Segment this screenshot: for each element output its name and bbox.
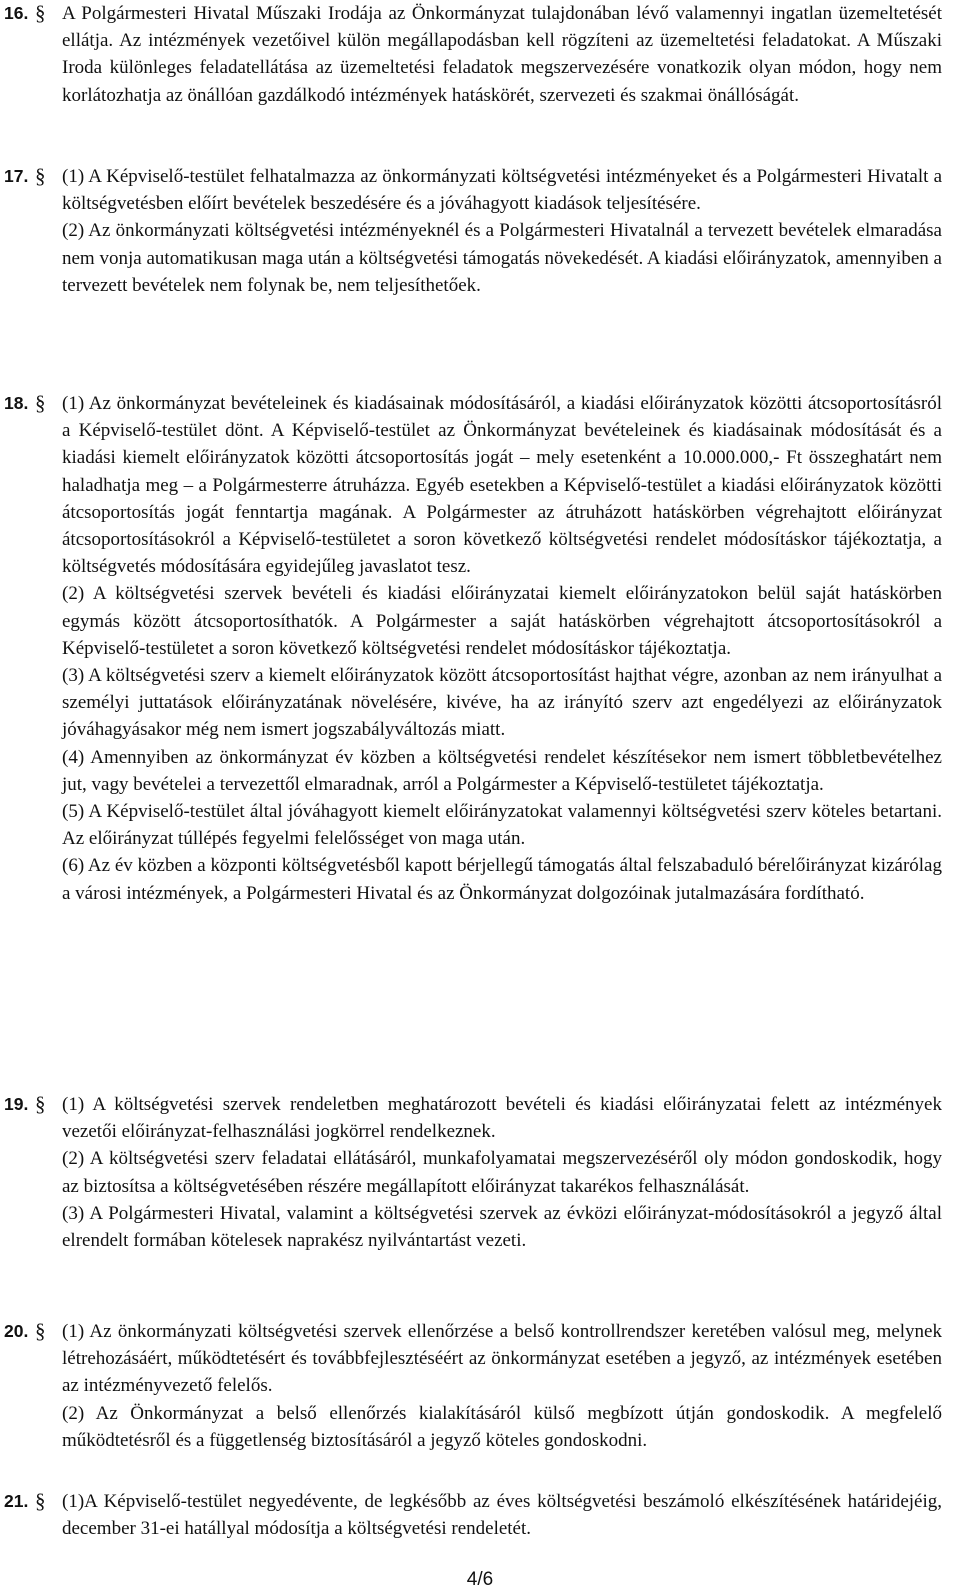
paragraph: (2) A költségvetési szervek bevételi és kiadási előirányzatai kiemelt előirányzatokon belül saját hatáskörben egymás között átcsoportosíthatók. A Polgármester a saját hatáskörben végrehajtott átcsoportosításokról a Képviselő-testületet a soron következő költségvetési rendelet módosításkor tájékoztatja.: [62, 583, 942, 659]
section-number: 21.: [4, 1491, 29, 1511]
paragraph: (1) A Képviselő-testület felhatalmazza az önkormányzati költségvetési intézményeket és a Polgármesteri Hivatalt a költségvetésben előírt bevételek beszedésére és a jóváhagyott kiadások teljesítésére.: [62, 166, 942, 215]
section-18: [0, 390, 960, 907]
section-number: 20.: [4, 1321, 29, 1341]
paragraph: (1) A költségvetési szervek rendeletben meghatározott bevételi és kiadási előirányzatai felett az intézmények vezetői előirányzat-felhasználási jogkörrel rendelkeznek.: [62, 1094, 942, 1143]
section-21: [0, 1488, 960, 1542]
section-number: 17.: [4, 166, 29, 186]
section-20: [0, 1318, 960, 1454]
paragraph: (2) Az önkormányzati költségvetési intézményeknél és a Polgármesteri Hivatalnál a tervezett bevételek elmaradása nem vonja automatikusan maga után a költségvetési támogatás növekedését. A kiadási előirányzatok, amennyiben a tervezett bevételek nem folynak be, nem teljesíthetőek.: [62, 220, 942, 296]
paragraph: (3) A Polgármesteri Hivatal, valamint a költségvetési szervek az évközi előirányzat-módosításokról a jegyző által elrendelt formában kötelesek naprakész nyilvántartást vezeti.: [62, 1202, 942, 1252]
paragraph: (2) A költségvetési szerv feladatai ellátásáról, munkafolyamatai megszervezéséről oly módon gondoskodik, hogy az biztosítsa a költségvetésében részére megállapított előirányzat takarékos felhasználását.: [62, 1148, 942, 1197]
paragraph: (1)A Képviselő-testület negyedévente, de legkésőbb az éves költségvetési beszámoló elkészítésének határidejéig, december 31-ei hatállyal módosítja a költségvetési rendeletét.: [62, 1491, 942, 1540]
section-17: [0, 163, 960, 299]
section-sign-icon: §: [35, 391, 46, 415]
paragraph: A Polgármesteri Hivatal Műszaki Irodája az Önkormányzat tulajdonában lévő valamennyi ingatlan üzemeltetését ellátja. Az intézmények vezetőivel külön megállapodásban kell rögzíteni az üzemeltetési feladatokat. A Műszaki Iroda különleges feladatellátása az üzemeltetési feladatok megszervezésére vonatkozik olyan módon, hogy nem korlátozhatja az önállóan gazdálkodó intézmények hatáskörét, szervezeti és szakmai önállóságát.: [62, 3, 942, 106]
paragraph: (5) A Képviselő-testület által jóváhagyott kiemelt előirányzatokat valamennyi költségvetési szerv köteles betartani. Az előirányzat túllépés fegyelmi felelősséget von maga után.: [62, 801, 942, 850]
paragraph: (1) Az önkormányzati költségvetési szervek ellenőrzése a belső kontrollrendszer keretében valósul meg, melynek létrehozásáért, működtetésért és továbbfejlesztéséért az önkormányzat esetében a jegyző, az intézmények esetében az intézményvezető felelős.: [62, 1321, 942, 1397]
paragraph: (3) A költségvetési szerv a kiemelt előirányzatok között átcsoportosítást hajthat végre, azonban az nem irányulhat a személyi juttatások előirányzatának növelésére, kivéve, ha az irányító szerv azt engedélyezi az előirányzatok jóváhagyásakor még nem ismert jogszabályváltozás miatt.: [62, 665, 942, 741]
section-sign-icon: §: [35, 1092, 46, 1116]
page-number: 4/6: [466, 1569, 494, 1590]
section-number: 16.: [4, 3, 29, 23]
section-16: [0, 0, 960, 109]
section-number: 19.: [4, 1094, 29, 1114]
section-sign-icon: §: [35, 1, 46, 25]
section-sign-icon: §: [35, 164, 46, 188]
paragraph: (6) Az év közben a központi költségvetésből kapott bérjellegű támogatás által felszabaduló bérelőirányzat kizárólag a városi intézmények, a Polgármesteri Hivatal és az Önkormányzat dolgozóinak jutalmazására fordítható.: [62, 855, 942, 904]
section-number: 18.: [4, 393, 29, 413]
paragraph: (1) Az önkormányzat bevételeinek és kiadásainak módosításáról, a kiadási előirányzatok közötti átcsoportosításról a Képviselő-testület dönt. A Képviselő-testület az Önkormányzat bevételeinek és kiadásainak módosítását és a kiadási kiemelt előirányzatok közötti átcsoportosítás jogát – mely esetenként a 10.000.000,- Ft összeghatárt nem haladhatja meg – a Polgármesterre átruházza. Egyéb esetekben a Képviselő-testület a kiadási előirányzatok közötti átcsoportosítás jogát fenntartja magának. A Polgármester az átruházott hatáskörben végrehajtott előirányzat átcsoportosításokról a Képviselő-testületet a soron következő költségvetési rendelet módosításkor tájékoztatja, a költségvetés módosítására egyidejűleg javaslatot tesz.: [62, 393, 942, 578]
paragraph: (4) Amennyiben az önkormányzat év közben a költségvetési rendelet készítésekor nem ismert többletbevételhez jut, vagy bevételei a tervezettől elmaradnak, arról a Polgármester a Képviselő-testületet tájékoztatja.: [62, 746, 942, 795]
paragraph: (2) Az Önkormányzat a belső ellenőrzés kialakításáról külső megbízott útján gondoskodik. A megfelelő működtetésről és a függetlenség biztosításáról a jegyző köteles gondoskodni.: [62, 1402, 942, 1451]
section-sign-icon: §: [35, 1319, 46, 1343]
section-sign-icon: §: [35, 1489, 46, 1513]
section-19: [0, 1091, 960, 1254]
